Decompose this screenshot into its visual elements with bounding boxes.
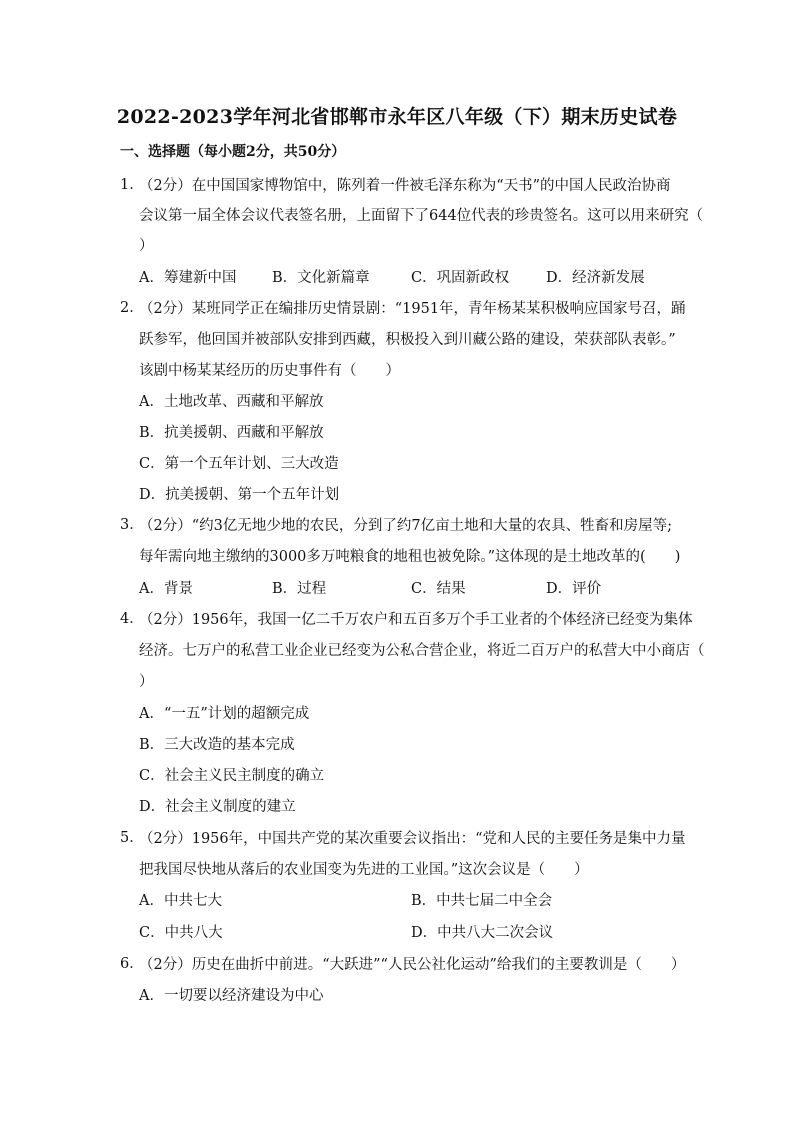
option-d[interactable]: D．抗美援朝、第一个五年计划: [139, 487, 340, 503]
question-text-line: ）: [139, 674, 154, 690]
option-b[interactable]: B．文化新篇章: [272, 270, 370, 286]
question-number: 5．: [120, 830, 144, 846]
question-number: 4．: [120, 611, 144, 627]
question-text-line: ）: [139, 238, 154, 254]
option-c[interactable]: C．社会主义民主制度的确立: [139, 768, 325, 784]
option-b[interactable]: B．中共七届二中全会: [411, 893, 553, 909]
section-heading: 一、选择题（每小题2分，共50分）: [120, 144, 346, 160]
option-d[interactable]: D．社会主义制度的建立: [139, 799, 296, 815]
question-text-line: （2分）“约3亿无地少地的农民，分到了约7亿亩土地和大量的农具、牲畜和房屋等;: [139, 518, 672, 534]
option-b[interactable]: B．抗美援朝、西藏和平解放: [139, 425, 324, 441]
option-c[interactable]: C．中共八大: [139, 925, 223, 941]
option-d[interactable]: D．经济新发展: [546, 270, 645, 286]
question-number: 3．: [120, 517, 144, 533]
question-number: 2．: [120, 300, 144, 316]
question-text-line: （2分）在中国国家博物馆中，陈列着一件被毛泽东称为“天书”的中国人民政治协商: [139, 178, 671, 194]
question-text-line: （2分）历史在曲折中前进。“大跃进”“人民公社化运动”给我们的主要教训是（ ）: [139, 957, 686, 973]
option-c[interactable]: C．第一个五年计划、三大改造: [139, 456, 339, 472]
option-b[interactable]: B．过程: [272, 581, 327, 597]
question-text-line: 会议第一届全体会议代表签名册，上面留下了644位代表的珍贵签名。这可以用来研究（: [139, 208, 704, 224]
option-c[interactable]: C．结果: [411, 581, 466, 597]
question-text-line: 每年需向地主缴纳的3000多万吨粮食的地租也被免除。”这体现的是土地改革的( ): [139, 549, 681, 565]
page-title: 2022-2023学年河北省邯郸市永年区八年级（下）期末历史试卷: [116, 106, 678, 128]
question-text-line: 经济。七万户的私营工业企业已经变为公私合营企业，将近二百万户的私营大中小商店（: [139, 643, 705, 659]
question-text-line: （2分）某班同学正在编排历史情景剧：“1951年，青年杨某某积极响应国家号召，踊: [139, 301, 686, 317]
question-text-line: 该剧中杨某某经历的历史事件有（ ）: [139, 363, 400, 379]
option-c[interactable]: C．巩固新政权: [411, 270, 510, 286]
option-d[interactable]: D．中共八大二次会议: [411, 925, 554, 941]
option-a[interactable]: A．土地改革、西藏和平解放: [139, 394, 324, 410]
option-a[interactable]: A．中共七大: [139, 893, 222, 909]
question-text-line: （2分）1956年，中国共产党的某次重要会议指出：“党和人民的主要任务是集中力量: [139, 831, 686, 847]
question-text-line: 把我国尽快地从落后的农业国变为先进的工业国。”这次会议是（ ）: [139, 862, 589, 878]
question-number: 6．: [120, 956, 144, 972]
question-text-line: 跃参军，他回国并被部队安排到西藏，积极投入到川藏公路的建设，荣获部队表彰。”: [139, 332, 676, 348]
option-a[interactable]: A．一切要以经济建设为中心: [139, 988, 324, 1004]
option-b[interactable]: B．三大改造的基本完成: [139, 737, 295, 753]
question-text-line: （2分）1956年，我国一亿二千万农户和五百多万个手工业者的个体经济已经变为集体: [139, 612, 693, 628]
option-a[interactable]: A．背景: [139, 581, 193, 597]
option-d[interactable]: D．评价: [546, 581, 602, 597]
question-number: 1．: [120, 177, 144, 193]
option-a[interactable]: A．“一五”计划的超额完成: [139, 706, 310, 722]
option-a[interactable]: A．筹建新中国: [139, 270, 237, 286]
